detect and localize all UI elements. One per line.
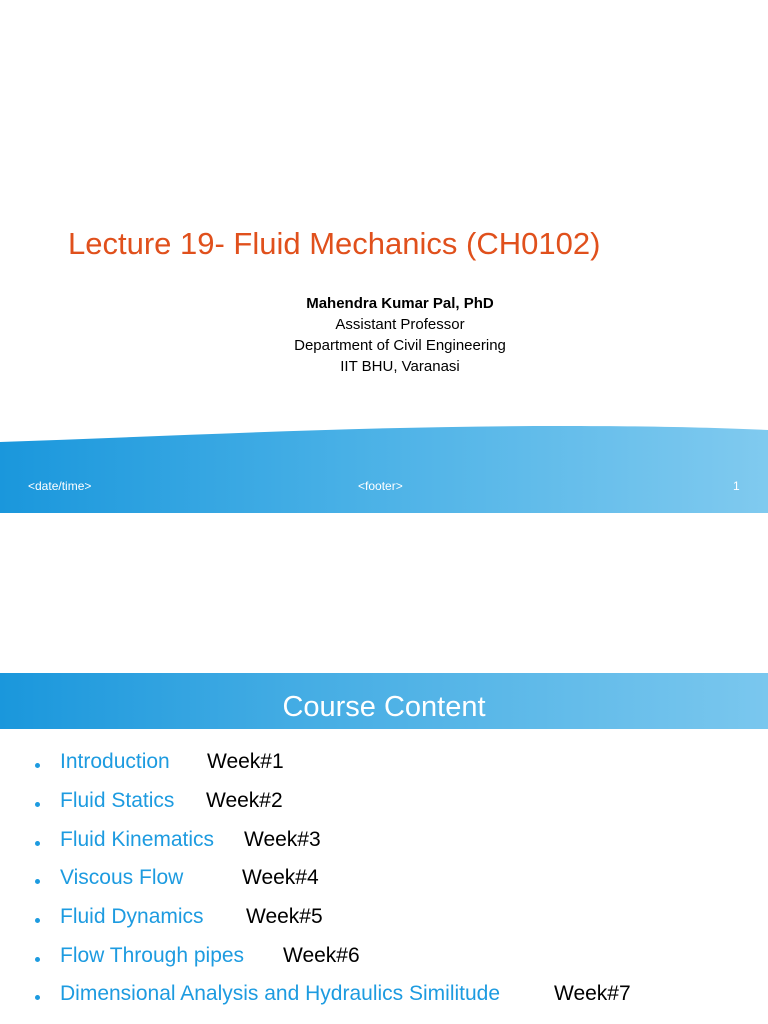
- week-label: Week#4: [242, 866, 319, 889]
- week-label: Week#5: [246, 905, 323, 928]
- topic-label: Flow Through pipes: [60, 944, 245, 967]
- bullet-icon: [35, 763, 40, 768]
- bullet-icon: [35, 879, 40, 884]
- week-label: Week#2: [206, 789, 283, 812]
- footer-wave: [0, 424, 768, 513]
- topic-label: Fluid Dynamics: [60, 905, 204, 928]
- author-block: [0, 293, 768, 377]
- topic-label: Viscous Flow: [60, 866, 184, 889]
- footer-center: <footer>: [358, 479, 403, 493]
- footer-date: <date/time>: [28, 479, 92, 493]
- bullet-icon: [35, 802, 40, 807]
- slide-separator: [0, 513, 768, 673]
- topic-label: Dimensional Analysis and Hydraulics Similitude: [60, 982, 501, 1005]
- slide-2-banner: [0, 673, 768, 729]
- topic-label: Fluid Kinematics: [60, 828, 215, 851]
- bullet-icon: [35, 995, 40, 1000]
- course-content-title: Course Content: [282, 691, 486, 723]
- bullet-icon: [35, 841, 40, 846]
- week-label: Week#1: [207, 750, 284, 773]
- week-label: Week#6: [283, 944, 360, 967]
- author-name: Mahendra Kumar Pal, PhD: [306, 295, 494, 312]
- week-label: Week#7: [554, 982, 631, 1005]
- week-label: Week#3: [244, 828, 321, 851]
- footer-page-number: 1: [733, 479, 740, 493]
- topic-label: Introduction: [60, 750, 170, 773]
- bullet-icon: [35, 957, 40, 962]
- topic-label: Fluid Statics: [60, 789, 175, 812]
- slide-title: Lecture 19- Fluid Mechanics (CH0102): [68, 226, 601, 261]
- bullet-icon: [35, 918, 40, 923]
- author-position: Assistant Professor: [335, 316, 465, 333]
- author-department: Department of Civil Engineering: [294, 337, 506, 354]
- author-institution: IIT BHU, Varanasi: [340, 358, 460, 375]
